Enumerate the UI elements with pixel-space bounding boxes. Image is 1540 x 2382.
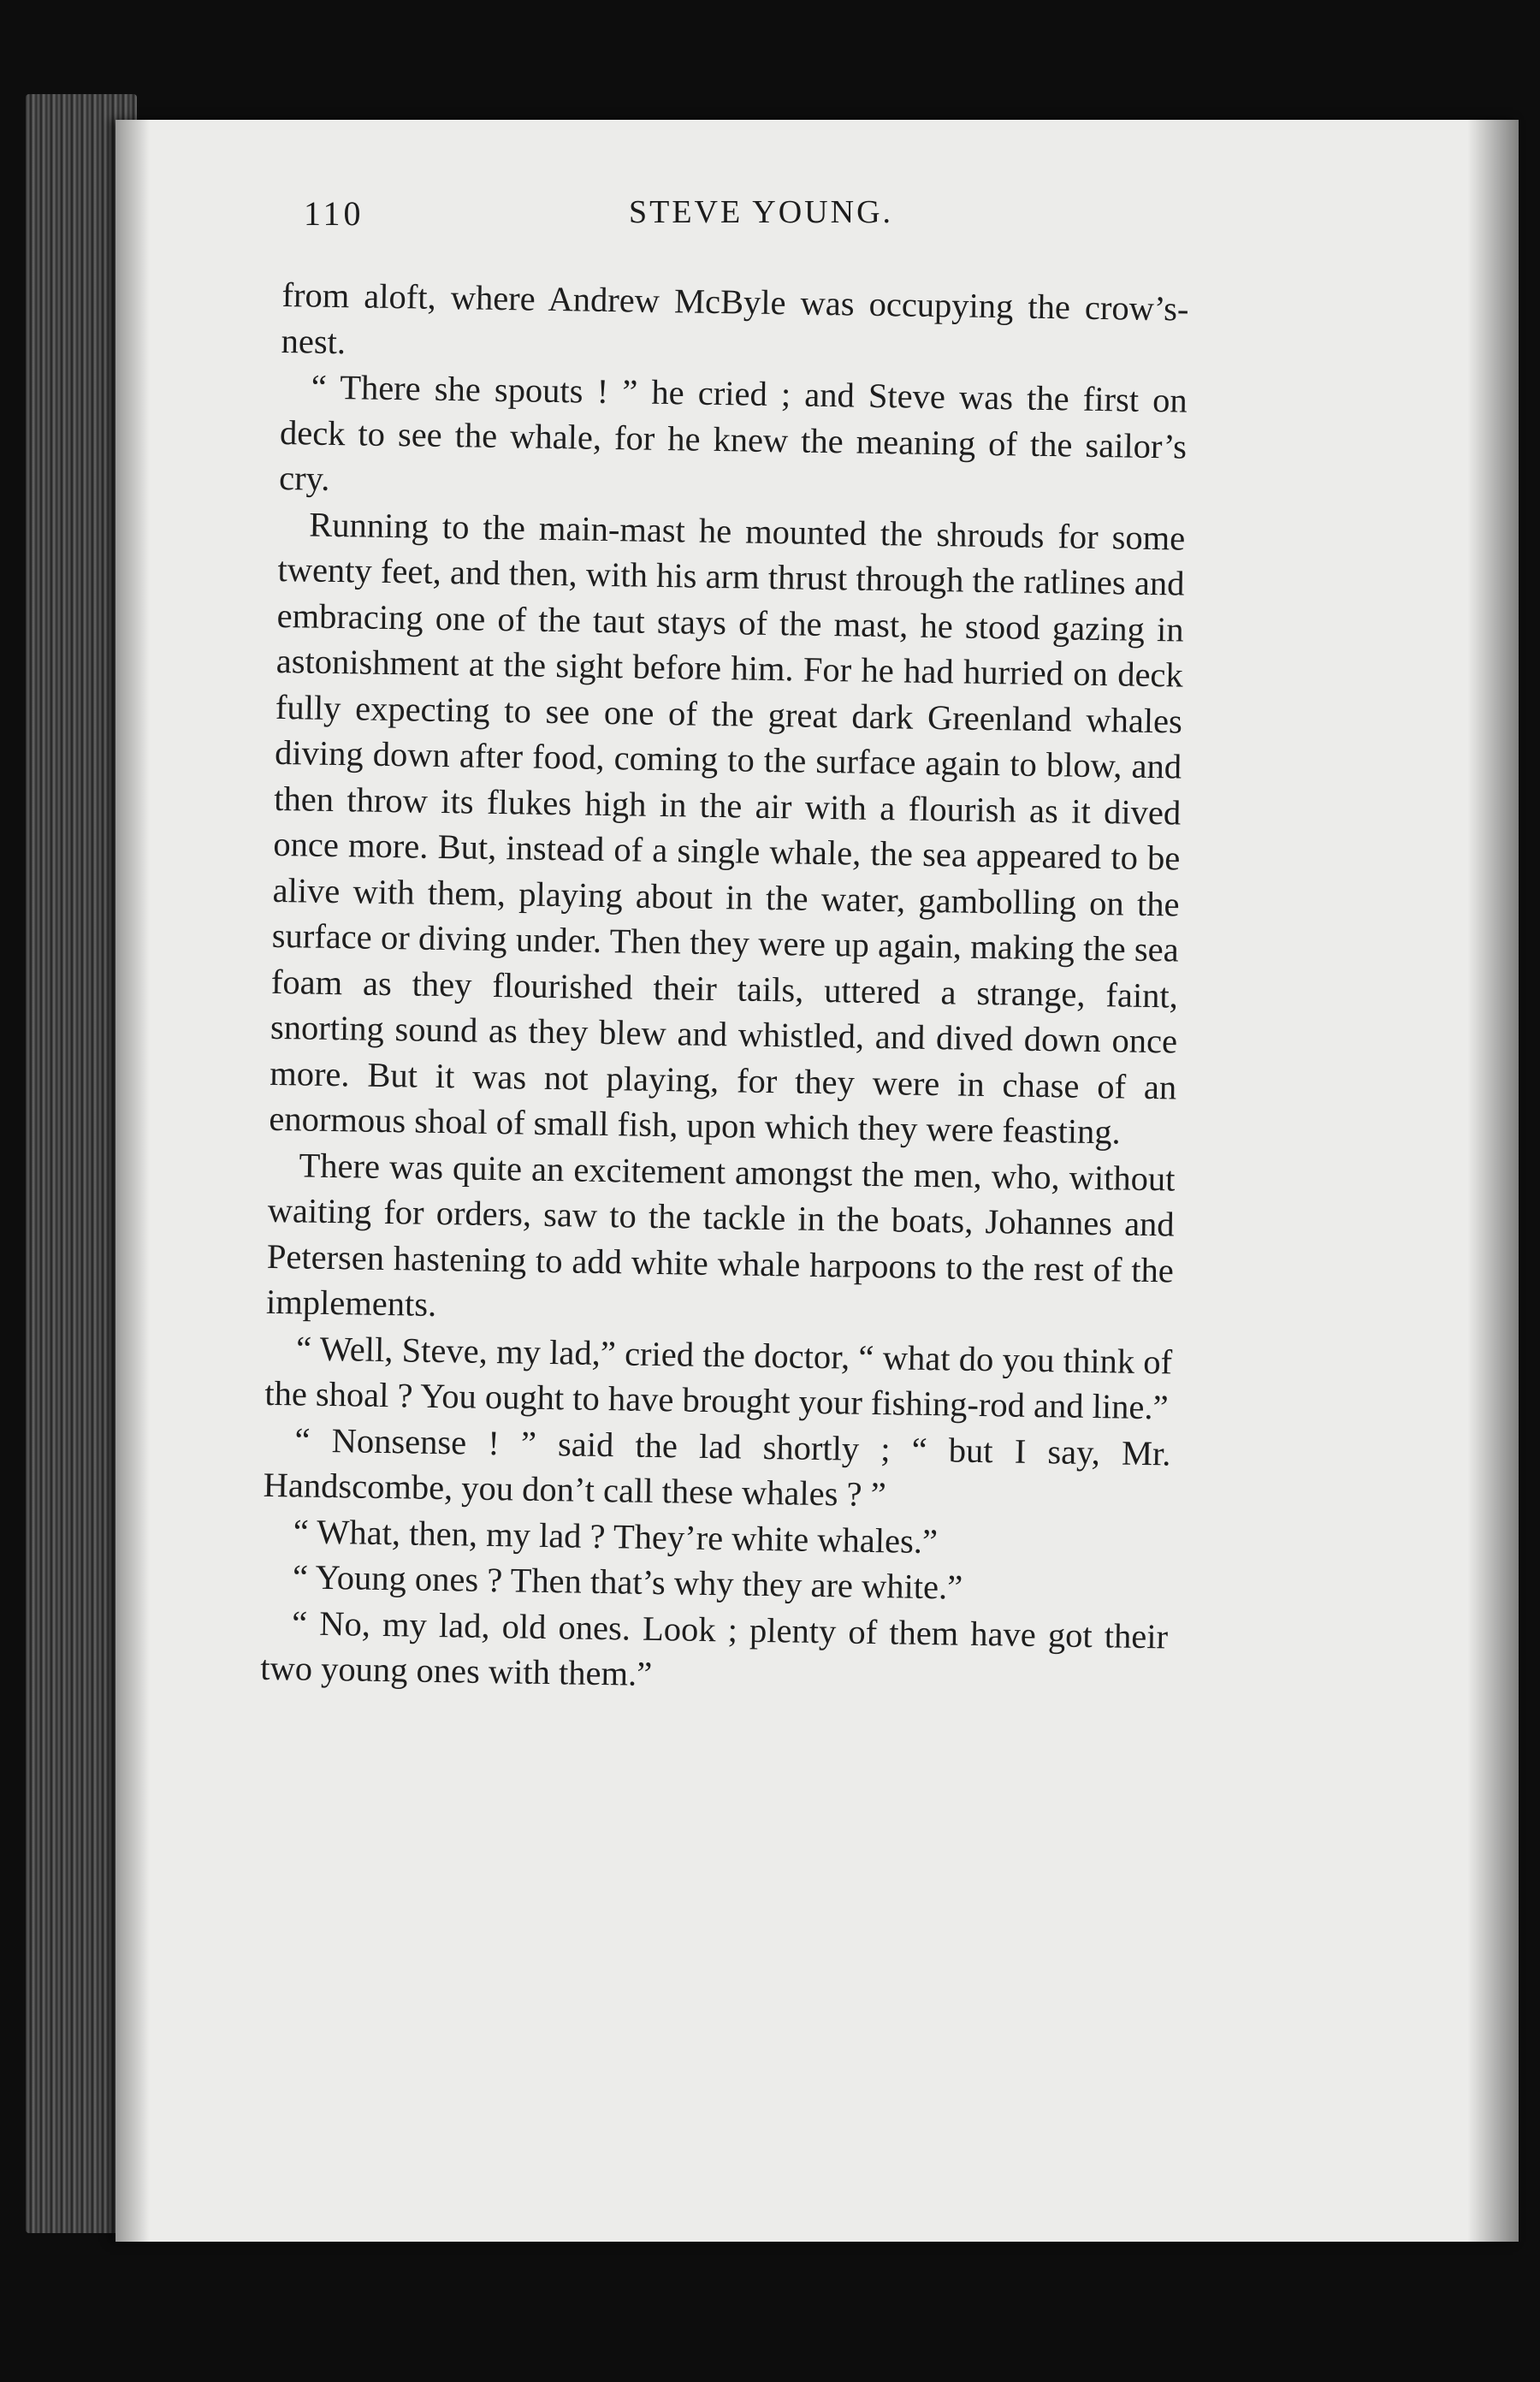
paragraph: “ Nonsense ! ” said the lad shortly ; “ but I say, Mr. Handscombe, you don’t call these whales ? ” bbox=[263, 1419, 1171, 1514]
paragraph: “ No, my lad, old ones. Look ; plenty of them have got their two young ones with them.” bbox=[260, 1603, 1169, 1693]
paragraph: There was quite an excitement amongst the men, who, without waiting for orders, saw to the tackle in the boats, Johannes and Petersen hastening to add white whale harpoons to the rest of the implements. bbox=[265, 1145, 1176, 1324]
page-number: 110 bbox=[304, 194, 364, 233]
paragraph: “ Young ones ? Then that’s why they are white.” bbox=[292, 1557, 963, 1607]
paragraph: Running to the main-mast he mounted the shrouds for some twenty feet, and then, with his arm thrust through the ratlines and embracing one of the taut stays of the mast, he stood gazing in astonishment at the sight before him. For he had hurried on deck fully expecting to see one of the great dark Greenland whales diving down after food, coming to the surface again to blow, and then throw its flukes high in the air with a flourish as it dived once more. But, instead of a single whale, the sea appeared to be alive with them, playing about in the water, gambolling on the surface or diving under. Then they were up again, making the sea foam as they flourished their tails, uttered a strange, faint, snorting sound as they blew and whistled, and dived down once more. But it was not playing, for they were in chase of an enormous shoal of small fish, upon which they were feasting. bbox=[269, 505, 1186, 1152]
paragraph: from aloft, where Andrew McByle was occupying the crow’s-nest. bbox=[281, 275, 1189, 361]
running-title: STEVE YOUNG. bbox=[629, 194, 894, 230]
page-header bbox=[304, 193, 1159, 245]
paragraph: “ There she spouts ! ” he cried ; and Steve was the first on deck to see the whale, for he knew the meaning of the sailor’s cry. bbox=[278, 367, 1188, 498]
body-text bbox=[260, 272, 1189, 1705]
paragraph: “ What, then, my lad ? They’re white whales.” bbox=[293, 1511, 939, 1561]
paragraph: “ Well, Steve, my lad,” cried the doctor, “ what do you think of the shoal ? You ought to have brought your fishing-rod and line.” bbox=[264, 1328, 1173, 1427]
